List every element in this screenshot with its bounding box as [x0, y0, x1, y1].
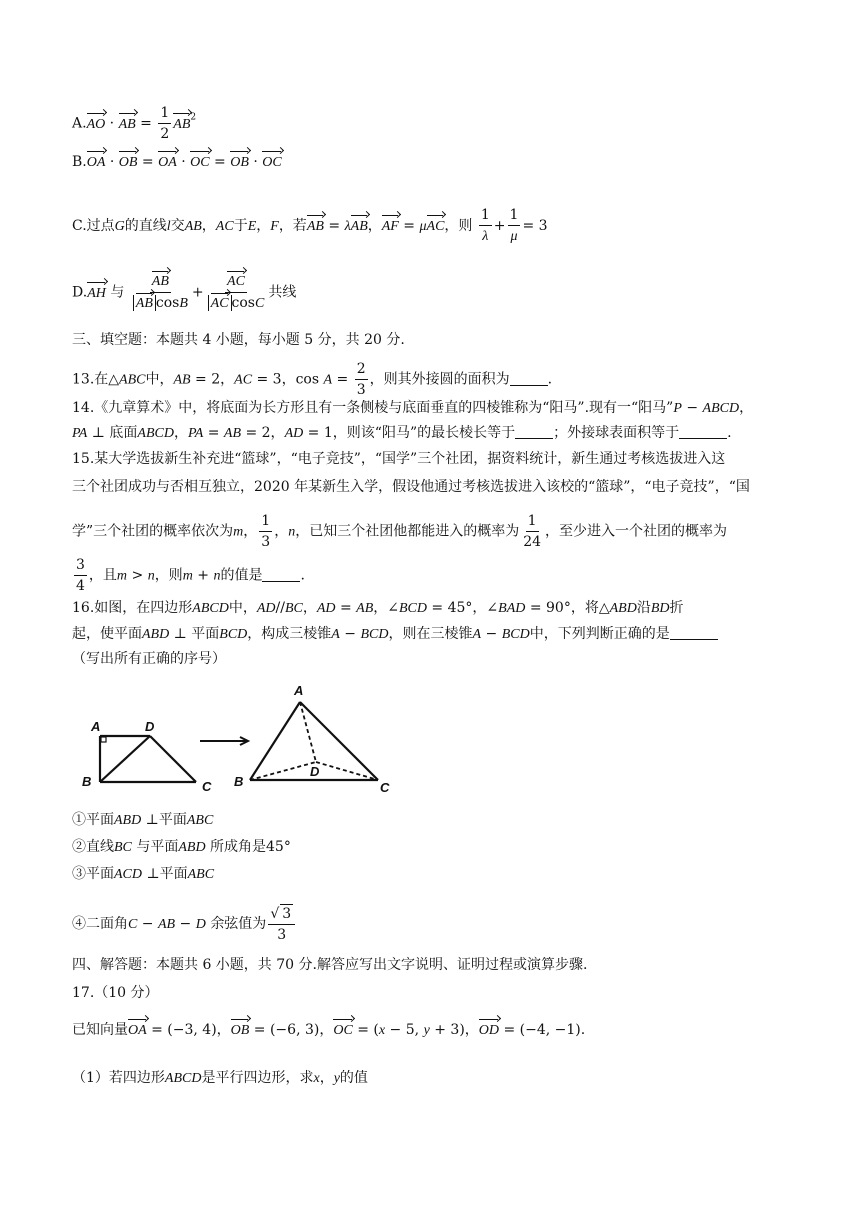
- question-15-line-1: 15.某大学选拔新生补充进“篮球”，“电子竞技”，“国学”三个社团，据资料统计，新生通过考核选拔进入这: [72, 451, 726, 467]
- label-d-left: D: [145, 719, 155, 734]
- fold-figure: [78, 684, 408, 796]
- label-a-right: A: [294, 684, 304, 698]
- right-angle-mark: [101, 737, 106, 742]
- label-b-left: B: [82, 774, 92, 789]
- option-d: D.AH 与 $\frac{AB}{\text{AB cosB}}$ + $\frac{AC}{\text{AC cosC}}$ 共线: [72, 274, 297, 311]
- quad-edge-dc: [150, 736, 196, 782]
- label-d-right: D: [310, 764, 320, 779]
- section-3-heading: 三、填空题：本题共 4 小题，每小题 5 分，共 20 分.: [72, 332, 405, 348]
- choice-1: ①平面ABD ⊥平面ABC: [72, 812, 214, 828]
- option-a: A.AO · AB = $\frac{1}{2}$ $AB^2$: [72, 105, 197, 142]
- option-b: B.OA · OB = OA · OC = OB · OC: [72, 152, 790, 173]
- choice-2: ②直线BC 与平面ABD 所成角是45°: [72, 839, 291, 855]
- choice-3: ③平面ACD ⊥平面ABC: [72, 866, 215, 882]
- question-16-line-3: （写出所有正确的序号）: [72, 651, 226, 667]
- label-c-right: C: [380, 780, 390, 795]
- question-14-line-1: 14.《九章算术》中，将底面为长方形且有一条侧棱与底面垂直的四棱锥称为“阳马”.现有一“阳马”P − ABCD，: [72, 400, 754, 416]
- question-17-part-1: （1）若四边形ABCD是平行四边形，求x，y的值: [72, 1070, 368, 1086]
- choice-4: ④二面角C − AB − D 余弦值为 $\frac{√ 3}{3}$: [72, 904, 790, 944]
- answer-blank[interactable]: [262, 567, 300, 582]
- question-17-heading: 17.（10 分）: [72, 985, 159, 1001]
- question-15-line-2: 三个社团成功与否相互独立，2020 年某新生入学，假设他通过考核选拔进入该校的“篮球”，“电子竞技”，“国: [72, 479, 750, 495]
- question-16-line-2: 起，使平面ABD ⊥ 平面BCD，构成三棱锥A − BCD，则在三棱锥A − BCD中，下列判断正确的是: [72, 624, 790, 645]
- question-16-line-1: 16.如图，在四边形ABCD中，AD//BC，AD = AB，∠BCD = 45°，∠BAD = 90°，将△ABD沿BD折: [72, 600, 684, 616]
- quad-diag-bd: [100, 736, 150, 782]
- answer-blank[interactable]: [515, 424, 553, 439]
- question-13: 13.在△ABC中，AB = 2，AC = 3，cos A = $\frac{2}{3}$ ，则其外接圆的面积为 .: [72, 361, 553, 398]
- fraction: $\frac{1}{2}$: [160, 105, 170, 142]
- label-a-left: A: [91, 719, 101, 734]
- option-b-label: B.: [72, 154, 87, 170]
- answer-blank[interactable]: [670, 625, 718, 640]
- question-14-line-2: PA ⊥ 底面ABCD，PA = AB = 2，AD = 1，则该“阳马”的最长棱长等于 ；外接球表面积等于 .: [72, 425, 732, 441]
- question-15-line-4: $\frac{3}{4}$ ，且m > n，则m + n的值是 .: [76, 557, 305, 594]
- section-4-heading: 四、解答题：本题共 6 小题，共 70 分.解答应写出文字说明、证明过程或演算步骤.: [72, 957, 588, 973]
- answer-blank[interactable]: [679, 424, 727, 439]
- label-b-right: B: [234, 774, 244, 789]
- label-c-left: C: [202, 779, 212, 794]
- option-a-label: A.: [72, 115, 87, 132]
- answer-blank[interactable]: [510, 371, 548, 386]
- question-17-vectors: 已知向量OA = (−3, 4)，OB = (−6, 3)，OC = (x − 5, y + 3)，OD = (−4, −1).: [72, 1020, 790, 1041]
- question-15-line-3: 学”三个社团的概率依次为m， $\frac{1}{3}$ ，n，已知三个社团他都能进入的概率为 $\frac{1}{24}$ ，至少进入一个社团的概率为: [72, 513, 728, 550]
- option-c: C.过点G的直线l交AB，AC于E，F，若AB = λAB，AF = μAC，则 $\frac{1}{\lambda}$ + $\frac{1}{\mu}$ = 3: [72, 207, 548, 244]
